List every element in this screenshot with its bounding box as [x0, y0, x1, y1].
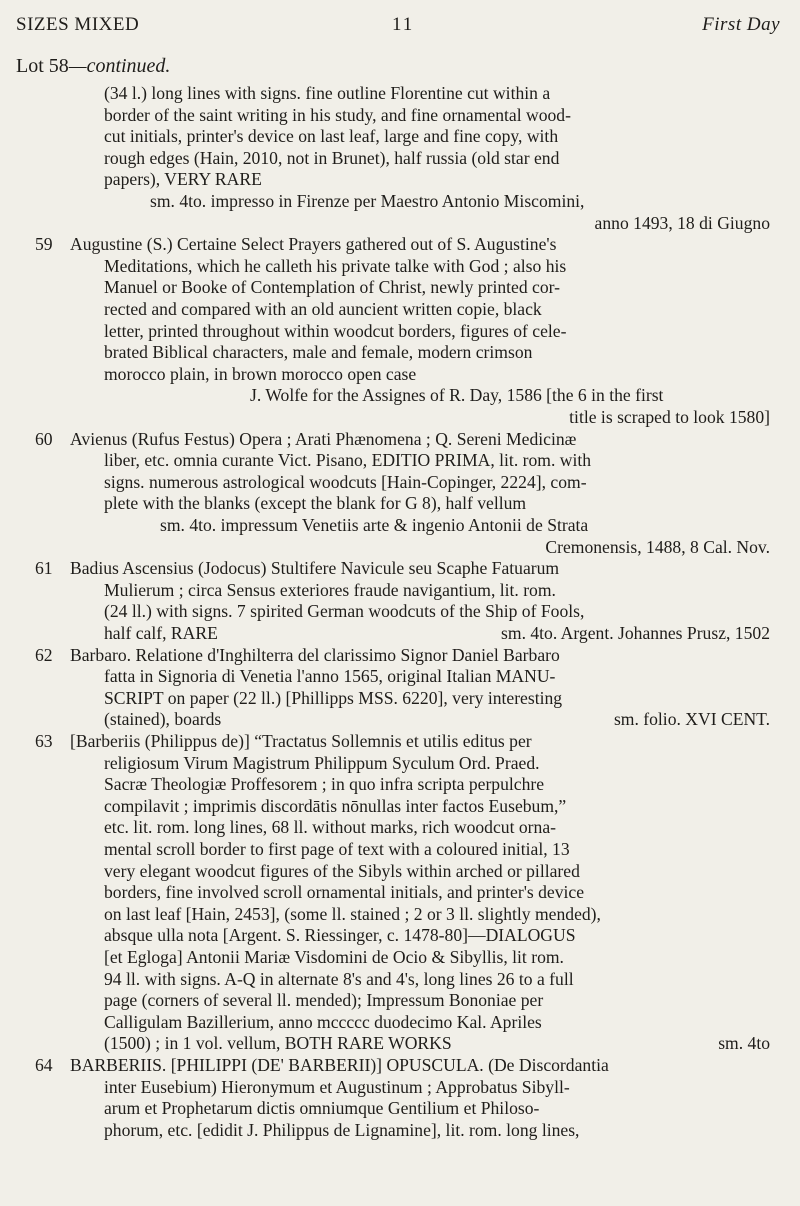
line-text: [et Egloga] Antonii Mariæ Visdomini de Ocio & Sibyllis, lit rom. — [104, 947, 564, 967]
line-text: Barbaro. Relatione d'Inghilterra del clarissimo Signor Daniel Barbaro — [70, 644, 560, 665]
line-text: Calligulam Bazillerium, anno mccccc duodecimo Kal. Apriles — [104, 1011, 542, 1032]
line-text: rough edges (Hain, 2010, not in Brunet), half russia (old star end — [104, 147, 560, 168]
line-text: fatta in Signoria di Venetia l'anno 1565, original Italian MANU- — [104, 666, 556, 687]
running-head — [16, 14, 780, 44]
line-text: [Barberiis (Philippus de)] “Tractatus Sollemnis et utilis editus per — [70, 731, 532, 751]
line-text: papers), VERY RARE — [104, 169, 262, 190]
line-text: borders, fine involved scroll ornamental initials, and printer's device — [104, 882, 585, 903]
sale-day: First Day — [702, 14, 780, 35]
line-text: cut initials, printer's device on last leaf, large and fine copy, with — [104, 126, 559, 147]
line-text: half calf, RARE — [104, 623, 218, 643]
line-text: rected and compared with an old auncient written copie, black — [104, 299, 542, 319]
line-text: Badius Ascensius (Jodocus) Stultifere Navicule seu Scaphe Fatuarum — [70, 558, 560, 579]
line-text: etc. lit. rom. long lines, 68 ll. without marks, rich woodcut orna- — [104, 817, 556, 838]
line-text: Augustine (S.) Certaine Select Prayers gathered out of S. Augustine's — [70, 234, 557, 255]
line-text: sm. 4to. Argent. Johannes Prusz, 1502 — [501, 623, 770, 643]
lot-heading — [16, 55, 170, 78]
line-text: sm. 4to. impressum Venetiis arte & ingenio Antonii de Strata — [160, 515, 589, 535]
line-text: signs. numerous astrological woodcuts [Hain-Copinger, 2224], com- — [104, 471, 587, 492]
lot-number: 61 — [35, 558, 53, 579]
lot-label: Lot 58 — [16, 55, 69, 77]
line-text: Meditations, which he calleth his private talke with God ; also his — [104, 255, 567, 276]
line-text: morocco plain, in brown morocco open case — [104, 363, 417, 384]
line-text: Mulierum ; circa Sensus exteriores fraude navigantium, lit. rom. — [104, 579, 556, 600]
line-text: 94 ll. with signs. A-Q in alternate 8's and 4's, long lines 26 to a full — [104, 968, 574, 989]
line-text: sm. 4to. impresso in Firenze per Maestro Antonio Miscomini, — [150, 191, 585, 211]
line-text: title is scraped to look 1580] — [569, 407, 770, 427]
line-text: inter Eusebium) Hieronymum et Augustinum ; Approbatus Sibyll- — [104, 1076, 570, 1097]
line-text: Manuel or Booke of Contemplation of Christ, newly printed cor- — [104, 277, 561, 298]
line-text: plete with the blanks (except the blank for G 8), half vellum — [104, 493, 527, 514]
line-text: SCRIPT on paper (22 ll.) [Phillipps MSS. 6220], very interesting — [104, 687, 563, 708]
line-text: (24 ll.) with signs. 7 spirited German woodcuts of the Ship of Fools, — [104, 601, 585, 622]
lot-number: 63 — [35, 731, 53, 751]
line-text: very elegant woodcut figures of the Sibyls within arched or pillared — [104, 860, 580, 881]
section-title: SIZES MIXED — [16, 14, 140, 35]
line-text: Avienus (Rufus Festus) Opera ; Arati Phænomena ; Q. Sereni Medicinæ — [70, 428, 577, 449]
line-text: border of the saint writing in his study, and fine ornamental wood- — [104, 104, 571, 125]
lot-number: 64 — [35, 1055, 53, 1075]
line-text: brated Biblical characters, male and female, modern crimson — [104, 342, 533, 363]
line-text: sm. folio. XVI CENT. — [613, 709, 770, 730]
lot-number: 60 — [35, 428, 53, 449]
line-text: arum et Prophetarum dictis omniumque Gentilium et Philoso- — [104, 1098, 540, 1119]
line-text: BARBERIIS. [PHILIPPI (DE' BARBERII)] OPUSCULA. (De Discordantia — [70, 1055, 609, 1075]
line-text: liber, etc. omnia curante Vict. Pisano, EDITIO PRIMA, lit. rom. with — [104, 450, 592, 471]
lot-number: 59 — [35, 234, 53, 255]
page-number: 11 — [392, 14, 415, 35]
line-text: on last leaf [Hain, 2453], (some ll. stained ; 2 or 3 ll. slightly mended), — [104, 903, 601, 924]
line-text: absque ulla nota [Argent. S. Riessinger, c. 1478-80]—DIALOGUS — [104, 925, 576, 946]
line-text: sm. 4to — [718, 1033, 770, 1054]
line-text: J. Wolfe for the Assignes of R. Day, 1586 [the 6 in the first — [250, 385, 664, 406]
line-text: anno 1493, 18 di Giugno — [594, 212, 770, 233]
line-text: Sacræ Theologiæ Proffesorem ; in quo infra scripta perpulchre — [104, 774, 545, 795]
line-text: (34 l.) long lines with signs. fine outline Florentine cut within a — [104, 83, 551, 103]
line-text: letter, printed throughout within woodcut borders, figures of cele- — [104, 320, 567, 341]
line-text: phorum, etc. [edidit J. Philippus de Lignamine], lit. rom. long lines, — [104, 1119, 580, 1140]
line-text: compilavit ; imprimis discordātis nōnullas inter factos Eusebum,” — [104, 795, 567, 816]
lot-number: 62 — [35, 644, 53, 665]
line-text: Cremonensis, 1488, 8 Cal. Nov. — [545, 536, 770, 557]
continued-label: —continued. — [68, 55, 171, 77]
line-text: mental scroll border to first page of text with a coloured initial, 13 — [104, 839, 570, 859]
line-text: (1500) ; in 1 vol. vellum, BOTH RARE WORKS — [104, 1033, 452, 1054]
line-text: page (corners of several ll. mended); Impressum Bononiae per — [104, 990, 544, 1011]
line-text: religiosum Virum Magistrum Philippum Syculum Ord. Praed. — [104, 752, 540, 773]
line-text: (stained), boards — [104, 709, 222, 730]
